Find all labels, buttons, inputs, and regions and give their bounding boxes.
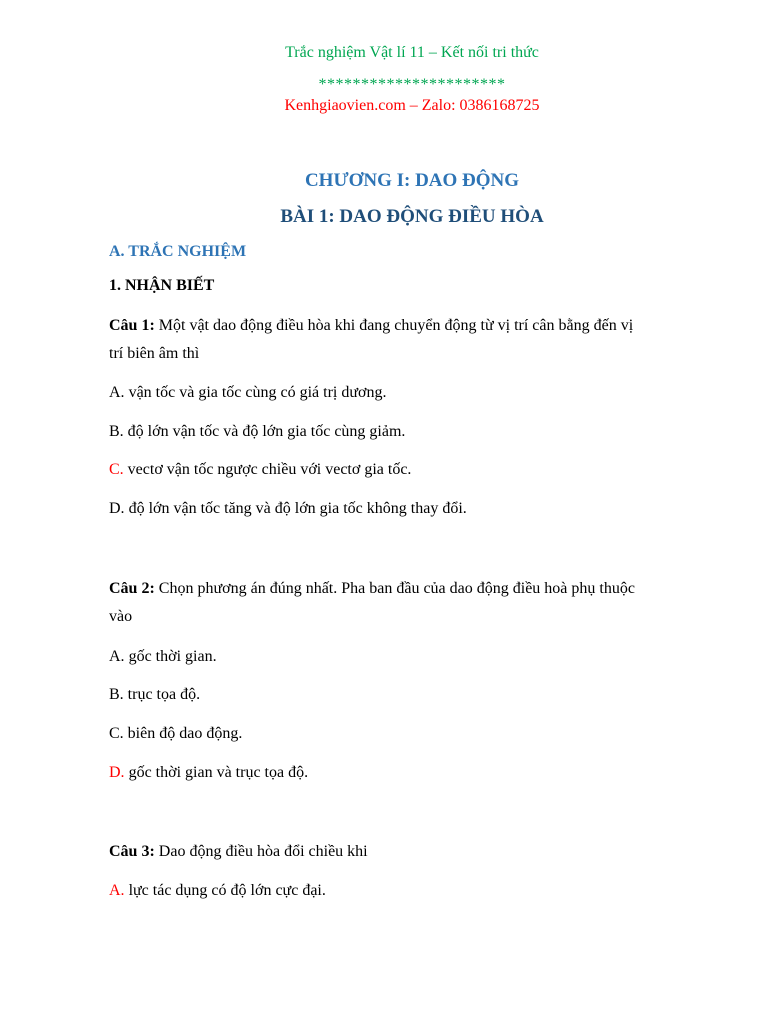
chapter-title: CHƯƠNG I: DAO ĐỘNG (304, 170, 520, 191)
question-3-line1 (109, 842, 368, 862)
question-1-option-a (109, 383, 387, 403)
question-3-label: Câu 3: (109, 843, 155, 860)
question-1-option-c (109, 460, 411, 480)
question-3-option-a (109, 881, 326, 901)
question-2-label: Câu 2: (109, 580, 155, 597)
header-site: Kenhgiaovien.com – Zalo: 0386168725 (284, 97, 540, 114)
question-2-line2: vào (109, 608, 133, 625)
question-2-option-c (109, 724, 242, 744)
question-3-text: Dao động điều hòa đổi chiều khi (154, 843, 368, 860)
option-letter: C. (109, 725, 124, 742)
question-1-line2: trí biên âm thì (109, 345, 200, 362)
question-1-label: Câu 1: (109, 317, 155, 334)
section-1-heading: 1. NHẬN BIẾT (109, 277, 215, 294)
option-text: gốc thời gian và trục tọa độ. (124, 764, 309, 781)
option-letter: A. (109, 384, 125, 401)
header-stars: ********************** (318, 76, 506, 93)
question-2-text: Chọn phương án đúng nhất. Pha ban đầu của dao động điều hoà phụ thuộc (154, 580, 635, 597)
header-title: Trắc nghiệm Vật lí 11 – Kết nối tri thức (285, 44, 539, 61)
question-2-line1 (109, 579, 635, 599)
option-text: lực tác dụng có độ lớn cực đại. (124, 882, 326, 899)
question-1-line1 (109, 316, 633, 336)
option-text: vận tốc và gia tốc cùng có giá trị dương. (124, 384, 387, 401)
question-2-option-b (109, 685, 200, 705)
question-1-option-b (109, 422, 405, 442)
option-letter-correct: D. (109, 764, 125, 781)
option-letter: B. (109, 423, 124, 440)
option-letter: B. (109, 686, 124, 703)
lesson-title: BÀI 1: DAO ĐỘNG ĐIỀU HÒA (280, 206, 544, 227)
option-text: biên độ dao động. (123, 725, 243, 742)
option-text: gốc thời gian. (124, 648, 217, 665)
question-2-option-a (109, 647, 217, 667)
option-letter-correct: A. (109, 882, 125, 899)
option-letter: A. (109, 648, 125, 665)
section-a-heading: A. TRẮC NGHIỆM (109, 243, 247, 260)
question-1-text: Một vật dao động điều hòa khi đang chuyển động từ vị trí cân bằng đến vị (154, 317, 634, 334)
question-1-option-d (109, 499, 467, 519)
option-text: độ lớn vận tốc tăng và độ lớn gia tốc không thay đổi. (124, 500, 467, 517)
option-text: độ lớn vận tốc và độ lớn gia tốc cùng giảm. (123, 423, 406, 440)
option-letter: D. (109, 500, 125, 517)
option-text: vectơ vận tốc ngược chiều với vectơ gia tốc. (123, 461, 412, 478)
option-letter-correct: C. (109, 461, 124, 478)
question-2-option-d (109, 763, 308, 783)
option-text: trục tọa độ. (123, 686, 201, 703)
